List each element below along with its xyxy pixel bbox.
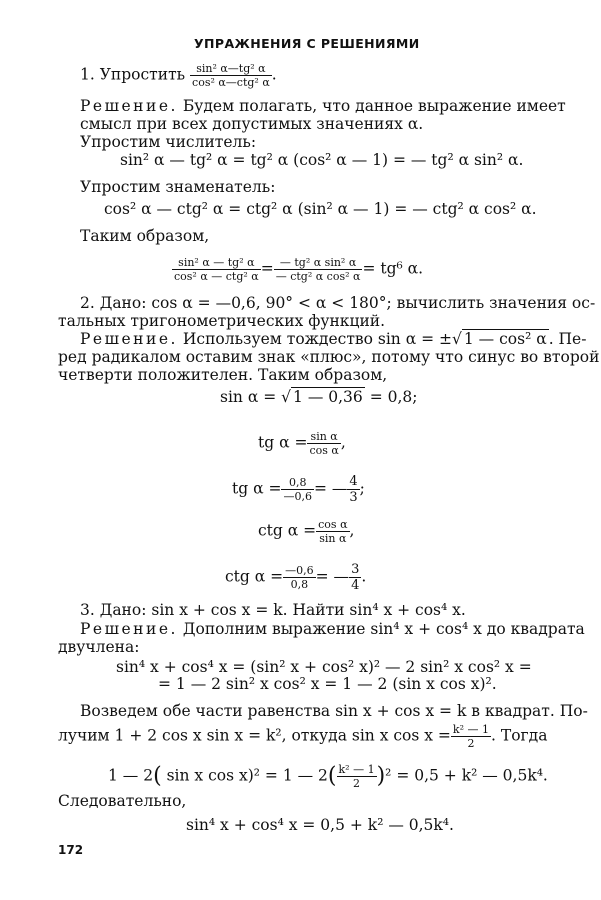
solution-text: Дополним выражение sin⁴ x + cos⁴ x до квадрата bbox=[177, 620, 585, 638]
problem-3-equation-2: = 1 — 2 sin² x cos² x = 1 — 2 (sin x cos x)². bbox=[158, 675, 497, 693]
problem-3-square-line-1: Возведем обе части равенства sin x + cos x = k в квадрат. По- bbox=[80, 702, 588, 720]
ctg2-denominator: 0,8 bbox=[290, 578, 309, 591]
problem-3-solution-line-2: двучлена: bbox=[58, 638, 140, 656]
tg-end: , bbox=[340, 433, 346, 452]
eq3-fraction bbox=[337, 763, 377, 790]
ctg2-numerator: —0,6 bbox=[285, 564, 314, 577]
final-fraction-1-denominator: cos² α — ctg² α bbox=[174, 270, 259, 283]
eq3-part-c: ² = 0,5 + k² — 0,5k⁴. bbox=[385, 766, 548, 785]
ctg-lhs: ctg α = bbox=[258, 521, 317, 540]
thus-line: Таким образом, bbox=[80, 227, 210, 245]
solution-label: Решение. bbox=[80, 330, 178, 348]
problem-1-task-text: 1. Упростить bbox=[80, 65, 186, 84]
problem-2-solution-line-2: ред радикалом оставим знак «плюс», потому что синус во второй bbox=[58, 348, 600, 366]
open-paren: ( bbox=[153, 763, 162, 789]
tg-denominator: cos α bbox=[309, 444, 339, 457]
tg-equation bbox=[258, 430, 346, 457]
tg2-result-fraction bbox=[347, 474, 359, 505]
ctg2-result-denominator: 4 bbox=[351, 578, 360, 593]
problem-3-solution-line-1 bbox=[80, 619, 585, 639]
square-numerator: k² — 1 bbox=[452, 723, 489, 736]
tg-fraction bbox=[307, 430, 340, 457]
square-fraction bbox=[451, 723, 491, 750]
problem-3-final: sin⁴ x + cos⁴ x = 0,5 + k² — 0,5k⁴. bbox=[186, 816, 454, 834]
solution-text-end: . Пе- bbox=[548, 330, 587, 348]
denominator-equation: cos² α — ctg² α = ctg² α (sin² α — 1) = — ctg² α cos² α. bbox=[104, 200, 537, 218]
problem-1-task: 1. Упростить $\frac{\text{sin² α—tg² α}}{\text{cos² α—ctg² α}}$ . bbox=[80, 62, 277, 89]
final-fraction-2-denominator: — ctg² α cos² α bbox=[275, 270, 361, 283]
sin-sqrt: 1 — 0,36 bbox=[293, 388, 363, 406]
tg2-result-numerator: 4 bbox=[349, 474, 358, 489]
problem-3-square-line-2 bbox=[58, 723, 547, 750]
problem-2-given-line-2: тальных тригонометрических функций. bbox=[58, 312, 386, 330]
section-heading: УПРАЖНЕНИЯ С РЕШЕНИЯМИ bbox=[194, 36, 420, 51]
numerator-intro: Упростим числитель: bbox=[80, 133, 257, 151]
square-denominator: 2 bbox=[467, 737, 475, 750]
solution-label: Решение. bbox=[80, 620, 178, 638]
ctg2-fraction bbox=[283, 564, 316, 591]
tg-numerator: sin α bbox=[307, 430, 340, 444]
problem-2-solution-line-3: четверти положителен. Таким образом, bbox=[58, 366, 388, 384]
eq3-part-a: 1 — 2 bbox=[108, 766, 154, 785]
ctg2-result-numerator: 3 bbox=[351, 562, 360, 577]
tg2-numerator: 0,8 bbox=[281, 476, 314, 490]
numerator-equation: sin² α — tg² α = tg² α (cos² α — 1) = — tg² α sin² α. bbox=[120, 151, 524, 169]
tg2-lhs: tg α = bbox=[232, 479, 282, 498]
final-result: = tg⁶ α. bbox=[362, 259, 424, 278]
tg-value-equation bbox=[232, 474, 365, 505]
problem-1-final-equation: $\frac{\text{sin² α — tg² α}}{\text{cos² α — ctg² α}}$ = $\frac{\text{— tg² α sin² α}}{\text{— ctg² α cos² α}}$ = tg⁶ α. bbox=[174, 256, 424, 283]
ctg2-end: . bbox=[361, 567, 367, 586]
tg2-end: ; bbox=[359, 479, 365, 498]
ctg-numerator: cos α bbox=[318, 518, 348, 531]
problem-3-equation-1: sin⁴ x + cos⁴ x = (sin² x + cos² x)² — 2 sin² x cos² x = bbox=[116, 658, 532, 676]
square-text-end: . Тогда bbox=[491, 726, 548, 745]
final-fraction-1-numerator: sin² α — tg² α bbox=[172, 256, 261, 270]
eq3-denominator: 2 bbox=[353, 777, 361, 790]
eq3-part-b: sin x cos x)² = 1 — 2 bbox=[161, 766, 328, 785]
ctg2-lhs: ctg α = bbox=[225, 567, 284, 586]
sqrt-expression: 1 — cos² α bbox=[463, 330, 547, 348]
ctg-value-equation bbox=[225, 562, 366, 593]
problem-1-fraction bbox=[190, 62, 272, 89]
denominator-intro: Упростим знаменатель: bbox=[80, 178, 276, 196]
problem-1-solution-line-2: смысл при всех допустимых значениях α. bbox=[80, 115, 424, 133]
square-text: лучим 1 + 2 cos x sin x = k², откуда sin x cos x = bbox=[58, 726, 451, 745]
solution-text: Используем тождество sin α = ± bbox=[177, 330, 452, 348]
sin-lhs: sin α = bbox=[220, 388, 282, 406]
ctg-end: , bbox=[349, 521, 355, 540]
fraction-denominator: cos² α—ctg² α bbox=[192, 76, 270, 89]
eq3-numerator: k² — 1 bbox=[338, 763, 375, 776]
sin-equation: sin α = √ 1 — 0,36 = 0,8; bbox=[220, 388, 418, 406]
problem-3-equation-3 bbox=[108, 763, 548, 790]
tg2-denominator: —0,6 bbox=[283, 490, 312, 503]
sin-rhs: = 0,8; bbox=[364, 388, 418, 406]
final-fraction-2-numerator: — tg² α sin² α bbox=[274, 256, 363, 270]
close-paren: ) bbox=[376, 763, 386, 789]
therefore-line: Следовательно, bbox=[58, 792, 187, 810]
final-fraction-1 bbox=[172, 256, 261, 283]
final-fraction-2 bbox=[274, 256, 363, 283]
tg2-fraction bbox=[281, 476, 314, 503]
problem-3-given: 3. Дано: sin x + cos x = k. Найти sin⁴ x + cos⁴ x. bbox=[80, 601, 466, 619]
ctg2-mid: = — bbox=[315, 567, 350, 586]
fraction-numerator: sin² α—tg² α bbox=[190, 62, 272, 76]
tg2-result-denominator: 3 bbox=[349, 490, 358, 505]
open-paren-2: ( bbox=[327, 763, 337, 789]
tg-lhs: tg α = bbox=[258, 433, 308, 452]
ctg-equation bbox=[258, 518, 354, 545]
problem-2-solution-line-1: Решение. Используем тождество sin α = ±√ 1 — cos² α . Пе- bbox=[80, 330, 587, 348]
ctg2-result-fraction bbox=[349, 562, 361, 593]
problem-2-given-line-1: 2. Дано: cos α = —0,6, 90° < α < 180°; вычислить значения ос- bbox=[80, 294, 596, 312]
solution-text: Будем полагать, что данное выражение имеет bbox=[177, 97, 566, 115]
ctg-fraction bbox=[316, 518, 349, 545]
page-number: 172 bbox=[58, 843, 84, 857]
tg2-mid: = — bbox=[313, 479, 348, 498]
solution-label: Решение. bbox=[80, 97, 178, 115]
ctg-denominator: sin α bbox=[319, 532, 347, 545]
problem-1-solution-line-1 bbox=[80, 96, 566, 116]
